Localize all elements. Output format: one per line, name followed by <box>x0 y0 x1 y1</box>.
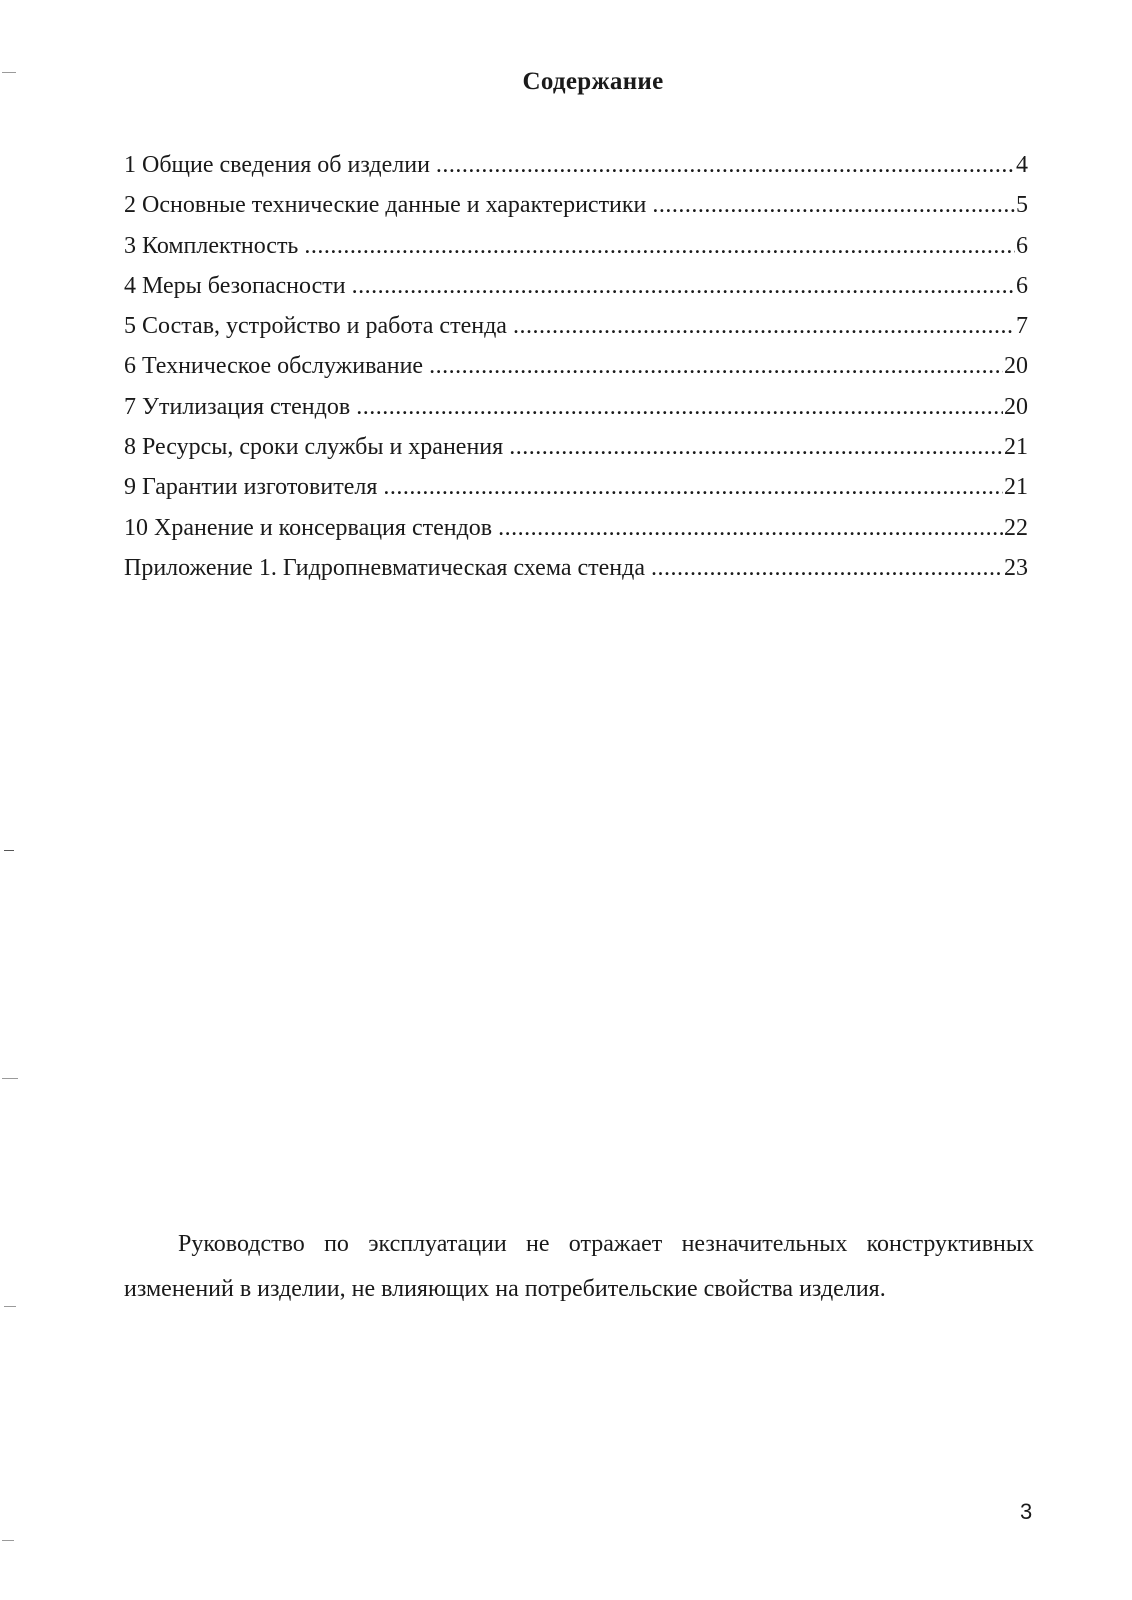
toc-entry <box>124 467 1028 507</box>
toc-dot-leader <box>651 548 1003 588</box>
toc-entry-page: 6 <box>1016 232 1028 259</box>
scan-artifact <box>2 1078 18 1079</box>
toc-entry-page: 20 <box>1004 353 1028 380</box>
toc-entry-page: 23 <box>1004 554 1028 581</box>
toc-entry-title: 7 Утилизация стендов <box>124 393 351 420</box>
toc-dot-leader <box>509 427 1003 467</box>
toc-entry <box>124 548 1028 588</box>
toc-entry-title: 10 Хранение и консервация стендов <box>124 514 493 541</box>
toc-entry-title: 6 Техническое обслуживание <box>124 353 424 380</box>
toc-entry <box>124 306 1028 346</box>
toc-entry <box>124 387 1028 427</box>
toc-dot-leader <box>356 387 1003 427</box>
toc-dot-leader <box>429 346 1003 386</box>
page-number: 3 <box>1020 1499 1033 1524</box>
toc-entry-page: 4 <box>1016 152 1028 178</box>
toc-entry <box>124 346 1028 386</box>
toc-dot-leader <box>498 508 1003 548</box>
toc-entry-page: 21 <box>1004 474 1028 501</box>
toc-entry-page: 5 <box>1016 192 1028 219</box>
scan-artifact <box>2 72 16 73</box>
toc-entry <box>124 508 1028 548</box>
scan-artifact <box>4 1306 16 1307</box>
toc-dot-leader <box>513 306 1015 346</box>
toc-dot-leader <box>436 145 1015 185</box>
toc-entry-page: 7 <box>1016 313 1028 340</box>
toc-entry-title: 4 Меры безопасности <box>124 272 346 299</box>
toc-entry-page: 6 <box>1016 272 1028 299</box>
toc-entry-title: Приложение 1. Гидропневматическая схема стенда <box>124 554 646 581</box>
toc-entry-page: 22 <box>1004 514 1028 541</box>
toc-dot-leader <box>352 266 1015 306</box>
toc-entry <box>124 427 1028 467</box>
toc-dot-leader <box>383 467 1003 507</box>
toc-entry-title: 8 Ресурсы, сроки службы и хранения <box>124 434 504 461</box>
toc-entry <box>124 226 1028 266</box>
toc-entry <box>124 145 1028 185</box>
toc-entry-title: 5 Состав, устройство и работа стенда <box>124 313 507 340</box>
disclaimer-note: Руководство по эксплуатации не отражает незначительных конструктивных изменений в изделии, не влияющих на потребительские свойства изделия. <box>124 1231 1034 1302</box>
scan-artifact <box>4 850 14 851</box>
toc-entry-page: 21 <box>1004 434 1028 461</box>
toc-entry-page: 20 <box>1004 393 1028 420</box>
toc-entry-title: 3 Комплектность <box>124 232 299 259</box>
toc-entry-title: 9 Гарантии изготовителя <box>124 474 378 501</box>
table-of-contents <box>124 145 1028 588</box>
toc-dot-leader <box>304 226 1015 266</box>
scan-artifact <box>2 1540 14 1541</box>
toc-entry <box>124 266 1028 306</box>
toc-entry <box>124 185 1028 225</box>
toc-entry-title: 1 Общие сведения об изделии <box>124 152 430 178</box>
page-title: Содержание <box>522 68 664 95</box>
toc-entry-title: 2 Основные технические данные и характеристики <box>124 192 647 219</box>
toc-dot-leader <box>652 185 1015 225</box>
